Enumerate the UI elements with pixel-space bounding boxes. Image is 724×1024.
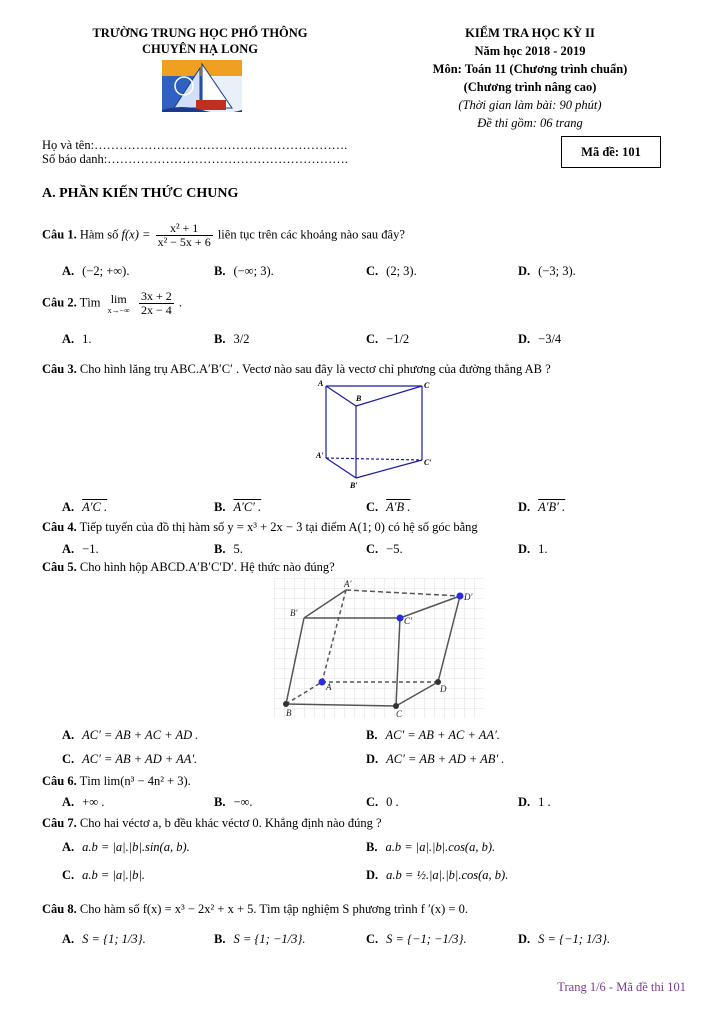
option-b[interactable] [214,332,249,347]
option-letter: D. [518,500,531,514]
option-b[interactable] [214,500,261,515]
limit-word: lim [110,291,127,306]
question-text: Tìm [79,295,101,310]
figure-label: C [396,709,403,718]
option-text: 1. [538,542,548,556]
option-c[interactable] [366,500,410,515]
question-6 [42,774,191,789]
option-a[interactable] [62,795,104,810]
option-letter: B. [214,332,226,346]
question-8 [42,902,468,917]
question-number: Câu 1. [42,227,77,242]
question-text: Cho hàm số f(x) = x³ − 2x² + x + 5. Tìm tập nghiệm S phương trình f ′(x) = 0. [79,902,468,916]
question-7 [42,816,382,831]
question-text: . [178,295,182,310]
option-a[interactable] [62,542,99,557]
question-text: Cho hai véctơ a, b đều khác véctơ 0. Khẳng định nào đúng ? [79,816,382,830]
option-text: S = {1; −1/3}. [233,932,306,946]
option-text: −5. [386,542,403,556]
limit-subscript: x→−∞ [107,305,130,315]
student-name-line: Họ và tên:……………………………………………………. [42,138,348,152]
option-text: −∞. [233,795,253,809]
option-text: S = {−1; −1/3}. [386,932,467,946]
option-c[interactable] [366,795,399,810]
figure-label: A [326,682,332,692]
school-logo [162,60,242,112]
question-text: Cho hình lăng trụ ABC.A′B′C′ . Vectơ nào sau đây là vectơ chỉ phương của đường thẳng AB ? [79,362,551,376]
limit-operator [106,293,132,315]
question-2 [42,290,182,317]
option-letter: A. [62,932,75,946]
option-a[interactable] [62,332,92,347]
parallelepiped-figure [274,578,484,718]
option-letter: C. [366,264,379,278]
option-d[interactable] [518,332,561,347]
option-text: −1/2 [386,332,410,346]
question-5 [42,560,335,575]
school-name-line1: TRƯỜNG TRUNG HỌC PHỔ THÔNG [92,26,308,40]
option-text: A′B′ . [538,500,566,514]
option-letter: C. [366,500,379,514]
option-b[interactable] [214,542,243,557]
option-d[interactable] [366,752,504,767]
option-c[interactable] [366,264,417,279]
option-letter: D. [518,332,531,346]
option-text: AC′ = AB + AC + AD . [82,728,199,742]
exam-duration: (Thời gian làm bài: 90 phút) [458,98,602,112]
numerator: x² + 1 [156,222,213,236]
question-number: Câu 4. [42,520,77,534]
subject: Môn: Toán 11 (Chương trình chuẩn) [432,62,628,76]
option-text: A′C′ . [233,500,262,514]
option-a[interactable] [62,264,129,279]
option-b[interactable] [214,932,305,947]
function-name: f(x) = [121,227,151,242]
option-letter: B. [214,932,226,946]
prism-figure [312,378,442,490]
option-text: +∞ . [82,795,105,809]
question-3 [42,362,551,377]
option-text: AC′ = AB + AC + AA′. [385,728,500,742]
option-text: (−3; 3). [538,264,576,278]
school-year: Năm học 2018 - 2019 [474,44,586,58]
option-a[interactable] [62,500,107,515]
option-text: a.b = |a|.|b|.sin(a, b). [82,840,190,854]
question-number: Câu 3. [42,362,77,376]
option-a[interactable] [62,932,146,947]
option-letter: D. [518,542,531,556]
option-letter: A. [62,728,75,742]
option-b[interactable] [366,728,500,743]
figure-label: D [440,684,447,694]
figure-label: C′ [424,458,432,467]
option-text: −1. [82,542,99,556]
option-c[interactable] [366,542,403,557]
option-text: −3/4 [538,332,562,346]
option-text: AC′ = AB + AD + AA′. [82,752,198,766]
figure-label: B′ [290,608,298,618]
option-c[interactable] [366,932,467,947]
option-letter: A. [62,332,75,346]
figure-label: D′ [464,592,473,602]
option-letter: B. [214,264,226,278]
option-letter: C. [366,542,379,556]
question-text: Tiếp tuyến của đồ thị hàm số y = x³ + 2x − 3 tại điểm A(1; 0) có hệ số góc bằng [79,520,478,534]
question-text: liên tục trên các khoảng nào sau đây? [217,227,405,242]
option-letter: B. [366,728,378,742]
option-text: A′C . [82,500,108,514]
option-text: AC′ = AB + AD + AB′ . [386,752,505,766]
option-letter: C. [366,795,379,809]
question-text: Hàm số [79,227,119,242]
page-footer: Trang 1/6 - Mã đề thi 101 [557,980,686,994]
figure-label: B [356,394,362,403]
option-text: a.b = |a|.|b|.cos(a, b). [385,840,496,854]
fraction [139,290,174,317]
section-title: A. PHẦN KIẾN THỨC CHUNG [42,186,239,201]
option-text: 5. [233,542,243,556]
option-letter: D. [518,795,531,809]
option-d[interactable] [518,264,576,279]
option-b[interactable] [214,264,274,279]
page-count: Đề thi gồm: 06 trang [477,116,583,130]
exam-title: KIỂM TRA HỌC KỲ II [465,26,595,40]
option-a[interactable] [62,728,198,743]
figure-label: C [424,381,430,390]
question-1 [42,222,405,249]
option-c[interactable] [366,332,409,347]
fraction [156,222,213,249]
option-text: S = {−1; 1/3}. [538,932,611,946]
option-d[interactable] [518,932,610,947]
option-letter: B. [214,542,226,556]
option-letter: B. [366,840,378,854]
option-text: (−∞; 3). [233,264,274,278]
option-letter: D. [518,932,531,946]
option-letter: D. [366,868,379,882]
option-letter: B. [214,500,226,514]
option-text: 3/2 [233,332,250,346]
question-text: Tìm lim(n³ − 4n² + 3). [79,774,191,788]
option-text: a.b = |a|.|b|. [82,868,145,882]
option-b[interactable] [214,795,253,810]
option-text: 0 . [386,795,399,809]
question-number: Câu 5. [42,560,77,574]
question-4 [42,520,478,535]
option-text: 1 . [538,795,551,809]
question-number: Câu 6. [42,774,77,788]
option-text: (2; 3). [386,264,417,278]
option-text: S = {1; 1/3}. [82,932,146,946]
option-letter: D. [518,264,531,278]
option-a[interactable] [62,840,190,855]
option-letter: A. [62,542,75,556]
student-id-line: Số báo danh:…………………………………………………. [42,152,348,166]
option-letter: A. [62,500,75,514]
option-d[interactable] [518,542,548,557]
denominator: 2x − 4 [140,303,172,317]
exam-code: Mã đề: 101 [581,144,641,159]
option-letter: A. [62,795,75,809]
figure-label: B [286,708,292,718]
exam-code-box [561,136,661,168]
option-letter: A. [62,264,75,278]
option-d[interactable] [366,868,508,883]
option-letter: D. [366,752,379,766]
figure-label: A′ [316,451,324,460]
question-number: Câu 8. [42,902,77,916]
option-c[interactable] [62,752,197,767]
question-number: Câu 7. [42,816,77,830]
option-text: A′B . [386,500,411,514]
figure-label: B′ [350,481,358,490]
option-letter: C. [62,868,75,882]
option-text: 1. [82,332,92,346]
option-d[interactable] [518,500,565,515]
option-letter: B. [214,795,226,809]
school-name-line2: CHUYÊN HẠ LONG [142,42,258,56]
option-letter: C. [366,932,379,946]
denominator: x² − 5x + 6 [157,235,211,249]
option-c[interactable] [62,868,145,883]
option-letter: A. [62,840,75,854]
figure-label: A [318,379,324,388]
figure-label: C′ [404,616,412,626]
option-text: (−2; +∞). [82,264,130,278]
option-d[interactable] [518,795,551,810]
subject-advanced: (Chương trình nâng cao) [463,80,597,94]
option-letter: C. [62,752,75,766]
question-text: Cho hình hộp ABCD.A′B′C′D′. Hệ thức nào đúng? [79,560,335,574]
figure-label: A′ [344,579,352,589]
question-number: Câu 2. [42,295,77,310]
option-b[interactable] [366,840,495,855]
option-text: a.b = ½.|a|.|b|.cos(a, b). [386,868,509,882]
option-letter: C. [366,332,379,346]
numerator: 3x + 2 [140,289,172,303]
